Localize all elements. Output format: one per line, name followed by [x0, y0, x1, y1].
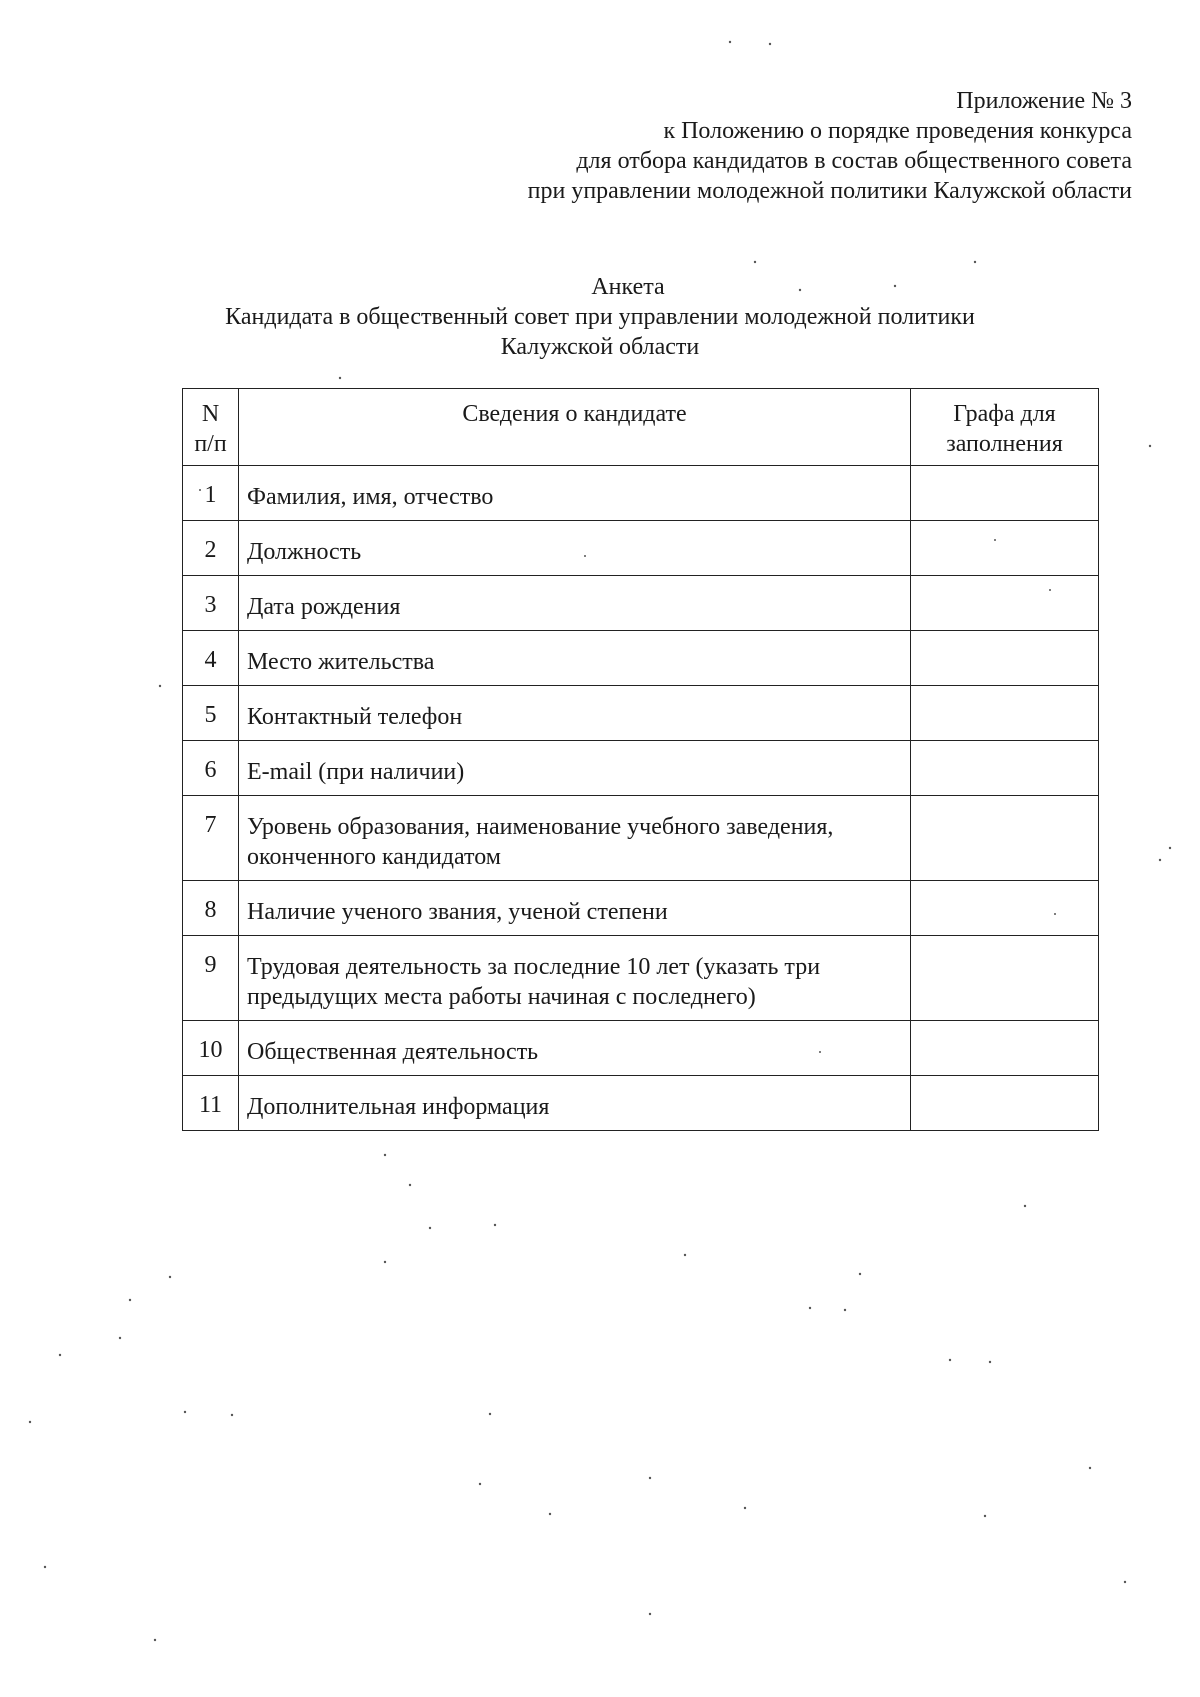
fill-cell[interactable]: [911, 576, 1099, 631]
row-number: 4: [183, 631, 239, 686]
header-text: п/п: [194, 431, 227, 457]
column-header-fill: [911, 389, 1099, 466]
row-number: 10: [183, 1021, 239, 1076]
fill-cell[interactable]: [911, 796, 1099, 881]
row-label: Место жительства: [239, 631, 911, 686]
column-header-number: [183, 389, 239, 466]
row-number: 6: [183, 741, 239, 796]
table-row: [183, 631, 1099, 686]
row-number: 2: [183, 521, 239, 576]
table-row: [183, 576, 1099, 631]
candidate-form-table: [182, 388, 1099, 1131]
appendix-line: для отбора кандидатов в состав общественного совета: [576, 148, 1132, 174]
fill-cell[interactable]: [911, 686, 1099, 741]
row-number: 8: [183, 881, 239, 936]
table-row: [183, 936, 1099, 1021]
header-text: N: [201, 401, 220, 427]
fill-cell[interactable]: [911, 466, 1099, 521]
appendix-line: к Положению о порядке проведения конкурса: [663, 118, 1132, 144]
table-row: [183, 466, 1099, 521]
header-text: заполнения: [946, 431, 1063, 457]
row-label: Дополнительная информация: [239, 1076, 911, 1131]
form-subtitle: Калужской области: [500, 334, 700, 360]
row-label: Наличие ученого звания, ученой степени: [239, 881, 911, 936]
fill-cell[interactable]: [911, 741, 1099, 796]
table-row: [183, 796, 1099, 881]
row-label: Фамилия, имя, отчество: [239, 466, 911, 521]
row-number: 7: [183, 796, 239, 881]
fill-cell[interactable]: [911, 521, 1099, 576]
row-number: 9: [183, 936, 239, 1021]
row-number: 5: [183, 686, 239, 741]
fill-cell[interactable]: [911, 1021, 1099, 1076]
fill-cell[interactable]: [911, 936, 1099, 1021]
row-label: E-mail (при наличии): [239, 741, 911, 796]
row-label: Должность: [239, 521, 911, 576]
row-label: Уровень образования, наименование учебного заведения, оконченного кандидатом: [239, 796, 911, 881]
table-row: [183, 1021, 1099, 1076]
table-row: [183, 741, 1099, 796]
appendix-note: [528, 86, 1132, 206]
header-text: Графа для: [953, 401, 1056, 427]
table-row: [183, 1076, 1099, 1131]
fill-cell[interactable]: [911, 1076, 1099, 1131]
row-label: Контактный телефон: [239, 686, 911, 741]
table-row: [183, 881, 1099, 936]
table-row: [183, 686, 1099, 741]
fill-cell[interactable]: [911, 881, 1099, 936]
column-header-info: [239, 389, 911, 466]
row-number: 11: [183, 1076, 239, 1131]
appendix-number: Приложение № 3: [956, 88, 1132, 114]
row-label: Трудовая деятельность за последние 10 лет (указать три предыдущих места работы начиная с последнего): [239, 936, 911, 1021]
appendix-line: при управлении молодежной политики Калужской области: [527, 178, 1132, 204]
header-text: Сведения о кандидате: [462, 401, 687, 427]
row-number: 3: [183, 576, 239, 631]
fill-cell[interactable]: [911, 631, 1099, 686]
table-row: [183, 521, 1099, 576]
form-title: Анкета: [591, 274, 665, 300]
row-label: Дата рождения: [239, 576, 911, 631]
form-subtitle: Кандидата в общественный совет при управлении молодежной политики: [225, 304, 975, 330]
form-heading: [0, 272, 1200, 362]
row-number: 1: [183, 466, 239, 521]
row-label: Общественная деятельность: [239, 1021, 911, 1076]
table-header-row: [183, 389, 1099, 466]
